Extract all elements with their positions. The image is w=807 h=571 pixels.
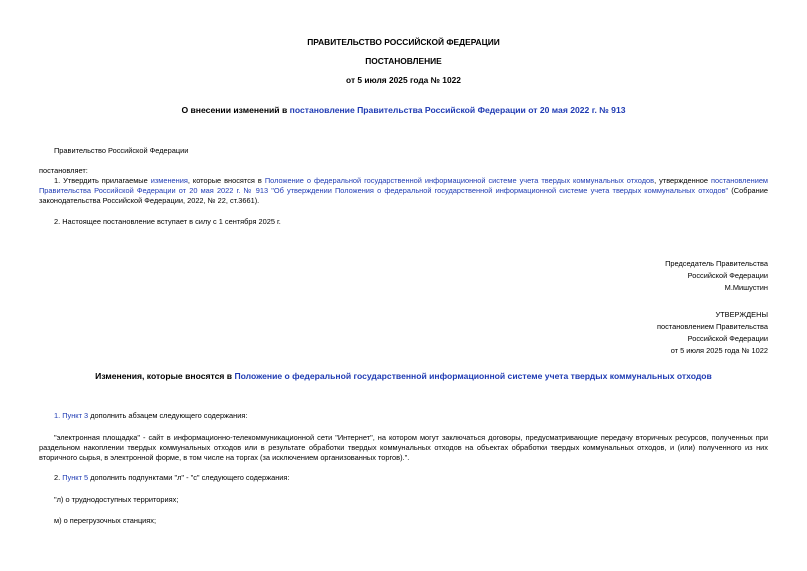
item-1-text-start: 1. Утвердить прилагаемые bbox=[54, 176, 151, 185]
approval-line1: УТВЕРЖДЕНЫ bbox=[715, 310, 768, 319]
clause-5-link[interactable]: Пункт 5 bbox=[62, 473, 89, 482]
change-2-prefix: 2. bbox=[54, 473, 63, 482]
signature-title-line1: Председатель Правительства bbox=[665, 259, 768, 268]
title-amended-act-link[interactable]: постановление Правительства Российской Федерации от 20 мая 2022 г. № 913 bbox=[289, 105, 626, 115]
document-date-number: от 5 июля 2025 года № 1022 bbox=[346, 75, 461, 85]
change-2-text: дополнить подпунктами "л" - "с" следующего содержания: bbox=[88, 473, 290, 482]
item-1-text-end: (Собрание законодательства Российской Федерации, 2022, № 22, ст.3661). bbox=[39, 185, 768, 205]
decides-text: постановляет: bbox=[39, 166, 88, 175]
quoted-definition-text: "электронная площадка" - сайт в информационно-телекоммуникационной сети "Интернет", на котором могут заключаться договоры, предусматривающие передачу вторичных ресурсов, полученных при раздельном накоплении твердых коммунальных отходов или в результате обработки твердых коммунальных отходов на объектах обработки твердых коммунальных отходов, и (или) полученного из них вторичного сырья, в электронной форме, в том числе на торгах (за исключением организованных торгов).". bbox=[39, 433, 768, 462]
approval-line3: Российской Федерации bbox=[687, 333, 768, 343]
change-2-paragraph bbox=[54, 473, 289, 483]
subclause-m: м) о перегрузочных станциях; bbox=[54, 516, 157, 525]
government-heading: ПРАВИТЕЛЬСТВО РОССИЙСКОЙ ФЕДЕРАЦИИ bbox=[307, 37, 500, 47]
changes-title-prefix: Изменения, которые вносятся в bbox=[95, 371, 235, 381]
change-1-text: дополнить абзацем следующего содержания: bbox=[88, 411, 248, 420]
item-1-text-approved: , утвержденное bbox=[654, 176, 712, 185]
approval-line2: постановлением Правительства bbox=[657, 321, 768, 331]
changes-title bbox=[0, 371, 807, 383]
decree-913-link[interactable]: постановлением Правительства Российской Федерации от 20 мая 2022 г. № 913 "Об утверждении Положения о федеральной государственной информационной системе учета твердых коммунальных отходов" bbox=[39, 176, 769, 195]
document-title bbox=[0, 105, 807, 117]
changes-link[interactable]: изменения bbox=[150, 176, 188, 185]
quoted-definition-paragraph bbox=[39, 433, 768, 463]
change-1-paragraph bbox=[54, 411, 247, 421]
clause-3-link[interactable]: 1. Пункт 3 bbox=[54, 411, 89, 420]
changes-title-regulation-link[interactable]: Положение о федеральной государственной информационной системе учета твердых коммунальных отходов bbox=[234, 371, 712, 381]
issuer-text: Правительство Российской Федерации bbox=[54, 146, 189, 155]
approval-stamp bbox=[657, 310, 768, 356]
item-1-text-mid: , которые вносятся в bbox=[187, 176, 265, 185]
signature-name: М.Мишустин bbox=[724, 282, 768, 292]
signature-title-line2: Российской Федерации bbox=[687, 270, 768, 280]
document-title-prefix: О внесении изменений в bbox=[181, 105, 290, 115]
item-2-paragraph: 2. Настоящее постановление вступает в силу с 1 сентября 2025 г. bbox=[54, 217, 281, 226]
approval-line4: от 5 июля 2025 года № 1022 bbox=[670, 345, 768, 355]
subclause-l: "л) о труднодоступных территориях; bbox=[54, 495, 179, 504]
signature-block bbox=[665, 259, 768, 293]
regulation-link[interactable]: Положение о федеральной государственной информационной системе учета твердых коммунальных отходов bbox=[264, 176, 655, 185]
document-type-heading: ПОСТАНОВЛЕНИЕ bbox=[365, 56, 442, 66]
item-1-paragraph bbox=[39, 176, 768, 206]
